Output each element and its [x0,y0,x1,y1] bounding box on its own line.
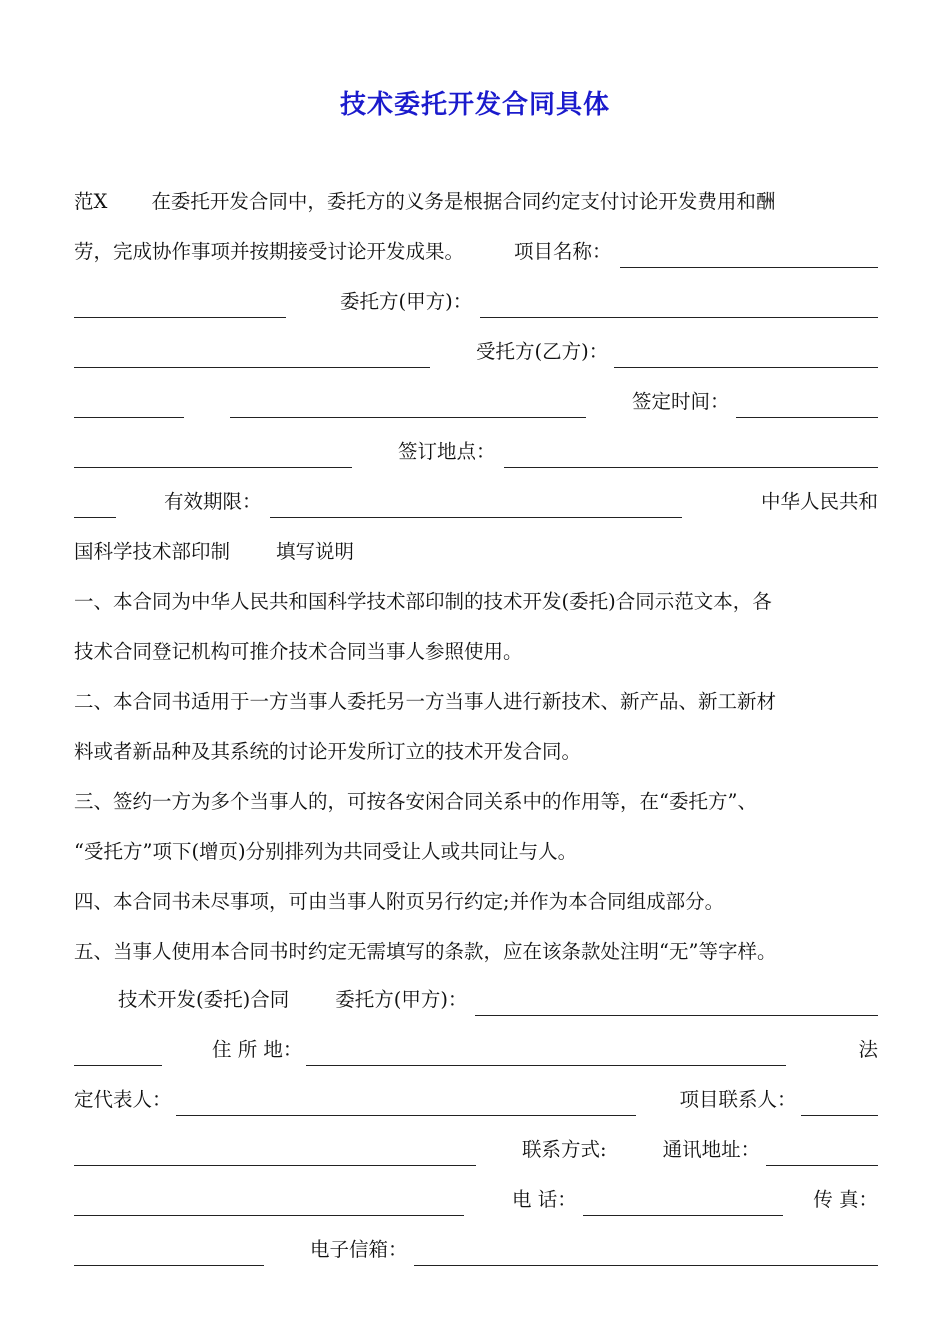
instruction-3: 三、签约一方为多个当事人的，可按各安闲合同关系中的作用等，在“委托方”、 [74,790,757,813]
sign-place-label: 签订地点： [398,440,496,463]
instruction-4: 四、本合同书未尽事项，可由当事人附页另行约定;并作为本合同组成部分。 [74,890,725,913]
mailing-address-blank[interactable] [766,1145,878,1166]
form-line [74,380,878,420]
instruction-line [74,880,878,920]
fax-blank[interactable] [74,1245,264,1266]
contractor-blank-cont[interactable] [74,397,184,418]
paragraph-line [74,180,878,220]
contact-method-label: 联系方式: [522,1138,607,1161]
email-label: 电子信箱： [310,1238,408,1261]
paragraph-line [74,230,878,270]
blank-line[interactable] [230,397,586,418]
client-blank-cont[interactable] [74,347,430,368]
legal-rep-blank[interactable] [176,1095,636,1116]
client-blank-2-cont[interactable] [74,1045,162,1066]
instruction-2-cont: 料或者新品种及其系统的讨论开发所订立的技术开发合同。 [74,740,582,763]
instruction-1: 一、本合同为中华人民共和国科学技术部印制的技术开发(委托)合同示范文本，各 [74,590,772,613]
instruction-line [74,680,878,720]
legal-rep-label: 定代表人： [74,1088,172,1111]
intro-text-cont: 劳，完成协作事项并按期接受讨论开发成果。 [74,240,465,263]
instruction-line [74,830,878,870]
validity-blank[interactable] [270,497,682,518]
publisher-text-cont: 国科学技术部印制 [74,540,231,563]
legal-rep-label-start: 法 [858,1038,878,1061]
form-line [74,1228,878,1268]
sign-place-blank[interactable] [504,447,878,468]
phone-blank[interactable] [583,1195,783,1216]
document-title: 技术委托开发合同具体 [339,90,610,120]
contract-heading: 技术开发(委托)合同 [118,988,290,1011]
client-label: 委托方(甲方)： [340,290,473,313]
contractor-blank[interactable] [614,347,878,368]
project-name-blank[interactable] [620,247,878,268]
instruction-line [74,730,878,770]
address-blank[interactable] [306,1045,786,1066]
instruction-line [74,630,878,670]
project-name-blank-cont[interactable] [74,297,286,318]
project-contact-blank-cont[interactable] [74,1145,476,1166]
instructions-heading: 填写说明 [276,540,355,563]
form-line [74,1078,878,1118]
form-line [74,480,878,520]
form-line [74,978,878,1018]
validity-label: 有效期限： [164,490,262,513]
instruction-1-cont: 技术合同登记机构可推介技术合同当事人参照使用。 [74,640,523,663]
instruction-line [74,930,894,970]
mailing-address-blank-cont[interactable] [74,1195,464,1216]
form-line [74,1178,878,1218]
sign-date-blank[interactable] [736,397,878,418]
instruction-3-cont: “受托方”项下(增页)分别排列为共同受让人或共同让与人。 [74,840,578,863]
instruction-2: 二、本合同书适用于一方当事人委托另一方当事人进行新技术、新产品、新工新材 [74,690,777,713]
instruction-line [74,580,878,620]
project-contact-label: 项目联系人： [679,1088,797,1111]
form-line [74,1128,878,1168]
form-line [74,430,878,470]
form-line [74,280,878,320]
instruction-line [74,780,878,820]
contractor-label: 受托方(乙方)： [476,340,609,363]
fax-label: 传 真： [813,1188,878,1211]
paragraph-line [74,530,878,570]
project-contact-blank[interactable] [801,1095,878,1116]
client-blank-2[interactable] [475,995,878,1016]
client-blank[interactable] [480,297,878,318]
sign-place-blank-cont[interactable] [74,497,116,518]
sign-date-label: 签定时间： [632,390,730,413]
project-name-label: 项目名称： [514,240,612,263]
phone-label: 电 话： [512,1188,577,1211]
sign-date-blank-cont[interactable] [74,447,352,468]
text-fan: 范X [74,190,108,213]
form-line [74,1028,878,1068]
form-line [74,330,878,370]
intro-text: 在委托开发合同中，委托方的义务是根据合同约定支付讨论开发费用和酬 [151,190,776,213]
client-label-2: 委托方(甲方)： [335,988,468,1011]
instruction-5: 五、当事人使用本合同书时约定无需填写的条款，应在该条款处注明“无”等字样。 [74,940,777,963]
publisher-text: 中华人民共和 [760,490,878,513]
mailing-address-label: 通讯地址： [662,1138,761,1161]
email-blank[interactable] [414,1245,878,1266]
address-label: 住 所 地： [212,1038,303,1061]
